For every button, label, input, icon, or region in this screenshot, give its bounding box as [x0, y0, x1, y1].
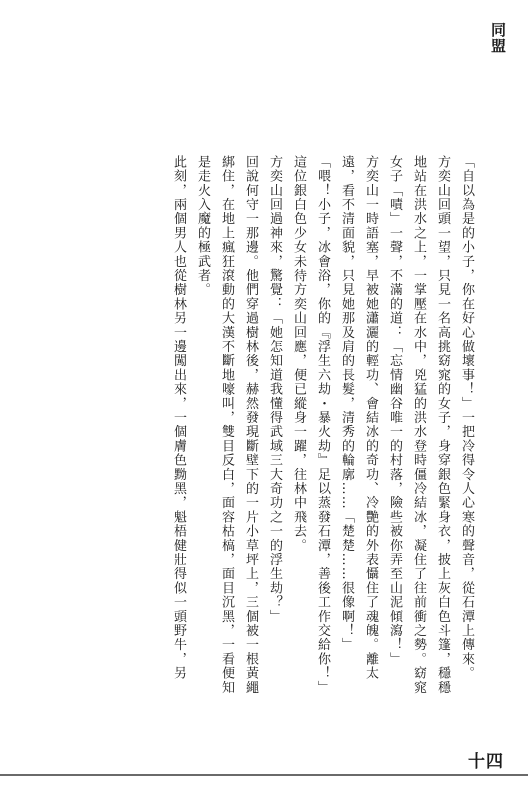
footer-rule [0, 774, 528, 776]
paragraph: 「喂！小子，冰會浴，你的『浮生六劫・暴火劫』足以蒸發石潭，善後工作交給你！」這位銀白色少女未待方奕山回應，便已縱身一躍，往林中飛去。 [291, 155, 330, 695]
paragraph: 此刻，兩個男人也從樹林另一邊闖出來，一個膚色黝黑，魁梧健壯得似一頭野牛，另 [171, 155, 186, 681]
chapter-title: 同盟 [489, 22, 507, 54]
paragraph: 方奕山一時語塞，早被她瀟灑的輕功、會結冰的奇功、冷艷的外表懾住了魂魄。離太遠，看不清面貌，只見她那及肩的長髮，清秀的輪廓……「楚楚……很像啊！」 [339, 155, 378, 681]
page-number: 十四 [468, 752, 504, 772]
paragraph: 方奕山回頭一望，只見一名高挑窈窕的女子，身穿銀色緊身衣，披上灰白色斗篷，穩穩地站在洪水之上，一掌壓在水中，兇猛的洪水登時僵冷結冰，凝住了往前衝之勢。窈窕女子「嘖」一聲，不滿的道：「忘情幽谷唯一的村落，險些被你弄至山泥傾瀉！」 [387, 155, 450, 695]
paragraph: 回說何守一那邊。他們穿過樹林後，赫然發現斷壁下的一片小草坪上，三個被一根黃繩綁住，在地上瘋狂滾動的大漢不斷地嚎叫，雙目反白，面容枯槁，面目沉黑，一看便知是走火入魔的極武者。 [195, 155, 258, 695]
paragraph: 「自以為是的小子，你在好心做壞事！」一把冷得令人心寒的聲音，從石潭上傳來。 [459, 155, 474, 681]
paragraph: 方奕山回過神來，驚覺：「她怎知道我懂得武域三大奇功之一的浮生劫？」 [267, 155, 282, 624]
body-text [58, 155, 478, 707]
